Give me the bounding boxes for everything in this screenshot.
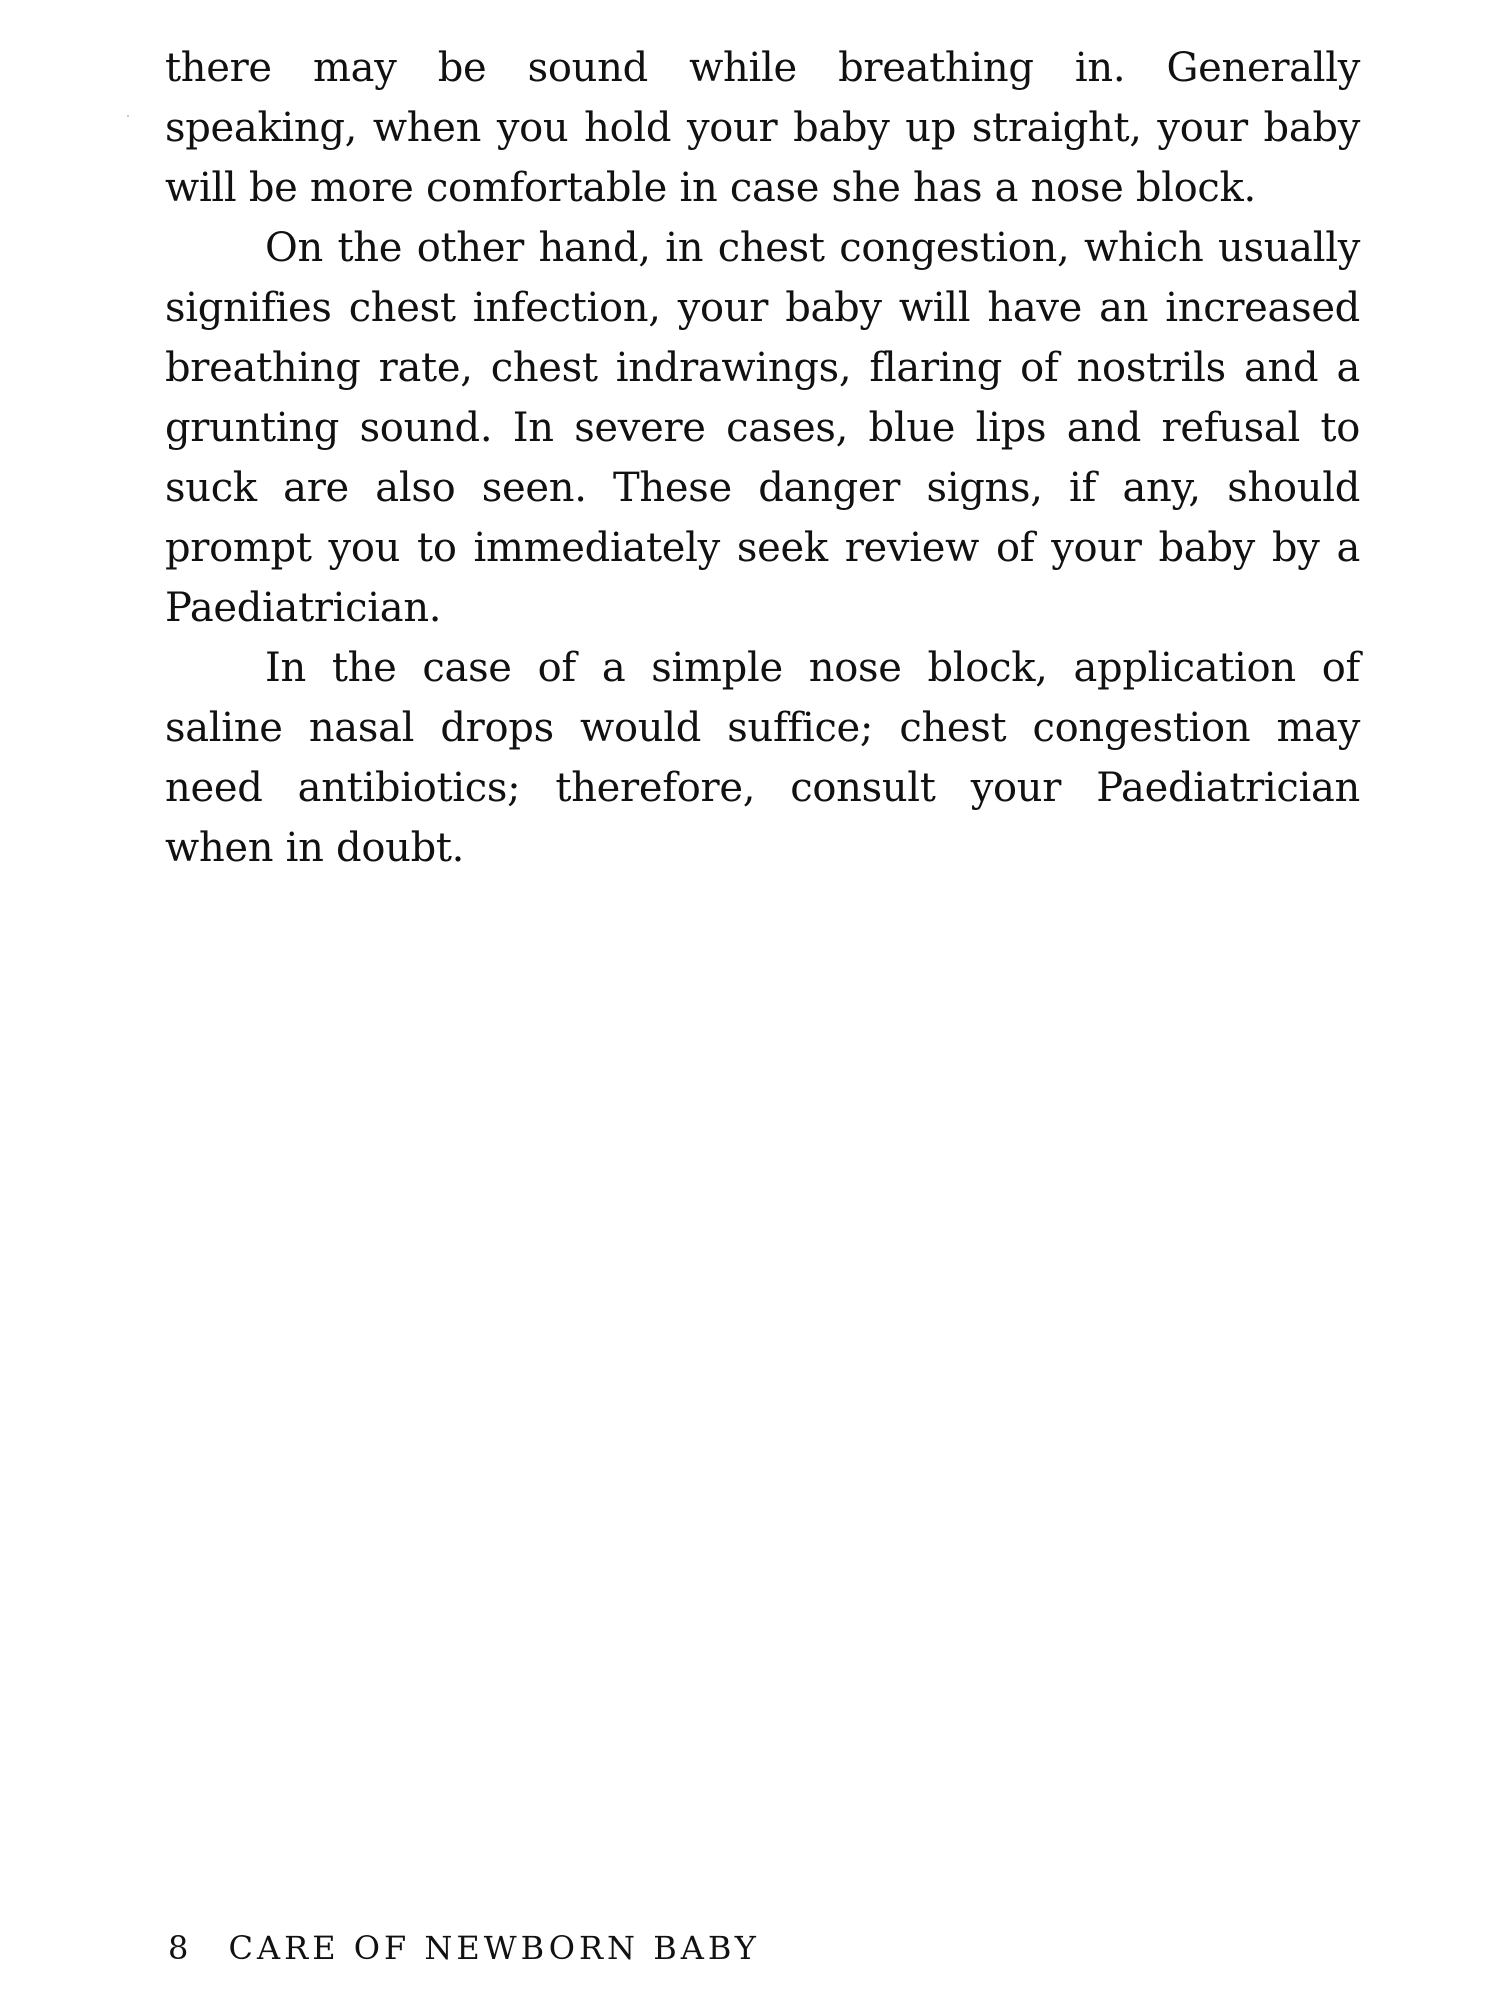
paragraph-3: In the case of a simple nose block, application of saline nasal drops would suffice; chest congestion may need antibiotics; therefore, consult your Paediatrician when in doubt. [165, 645, 1360, 871]
page-number: 8 [168, 1929, 193, 1967]
running-title: CARE OF NEWBORN BABY [228, 1929, 760, 1967]
paragraph-2: On the other hand, in chest congestion, which usually signifies chest infection, your baby will have an increased breathing rate, chest indrawings, flaring of nostrils and a grunting sound. In severe cases, blue lips and refusal to suck are also seen. These danger signs, if any, should prompt you to immediately seek review of your baby by a Paediatrician. [165, 225, 1360, 631]
paragraph-1: there may be sound while breathing in. Generally speaking, when you hold your baby up straight, your baby will be more comfortable in case she has a nose block. [165, 45, 1360, 211]
scan-speck [127, 115, 129, 117]
body-text [165, 38, 1360, 878]
page-footer [168, 1923, 1168, 1973]
